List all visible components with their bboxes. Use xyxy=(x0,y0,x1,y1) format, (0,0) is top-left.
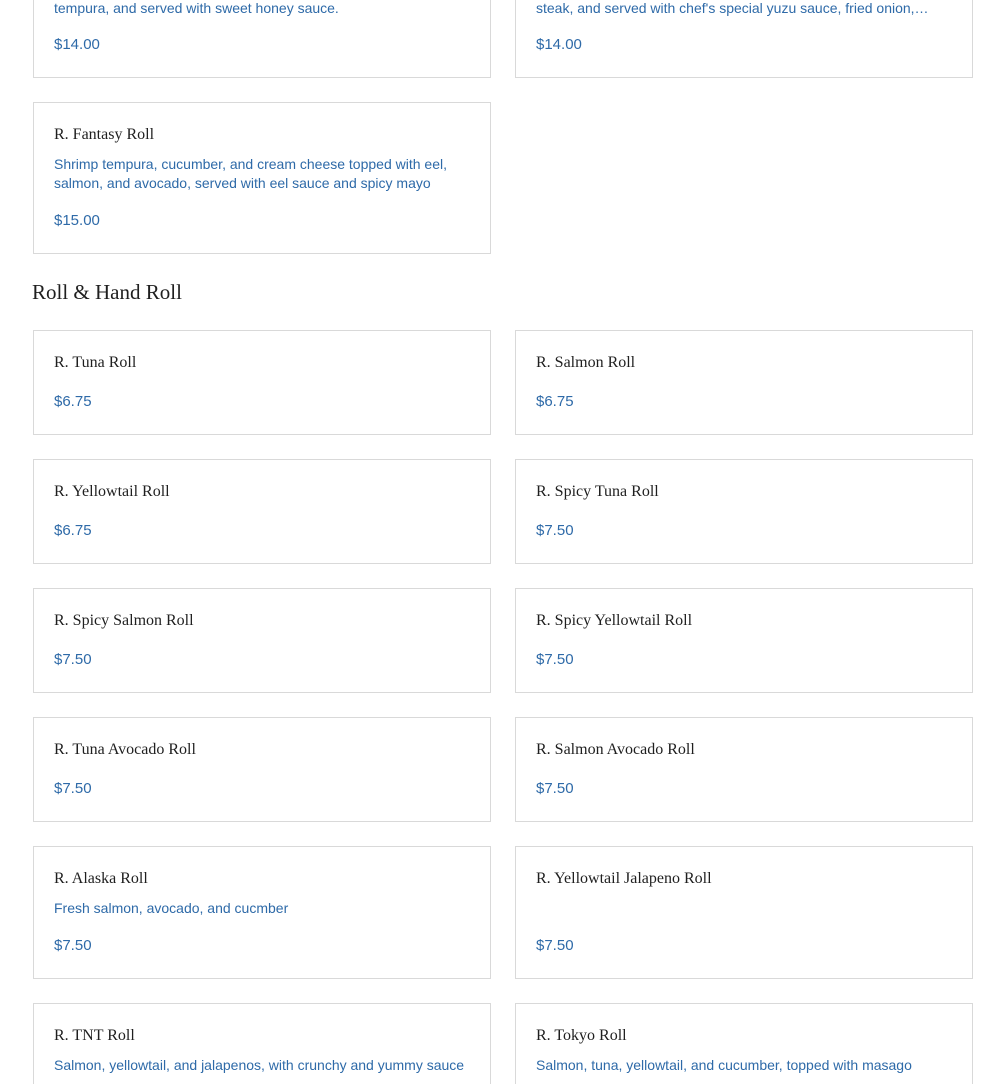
item-price: $7.50 xyxy=(536,937,574,954)
item-price: $7.50 xyxy=(54,937,92,954)
item-name: R. TNT Roll xyxy=(54,1027,135,1044)
menu-item-card[interactable] xyxy=(33,102,491,254)
menu-item-card[interactable] xyxy=(515,717,973,822)
menu-item-card[interactable] xyxy=(33,330,491,435)
item-description: steak, and served with chef's special yuzu sauce, fried onion,… xyxy=(536,0,929,16)
item-name: R. Fantasy Roll xyxy=(54,126,155,143)
item-price: $7.50 xyxy=(536,522,574,539)
item-name: R. Salmon Avocado Roll xyxy=(536,741,695,758)
item-price: $7.50 xyxy=(536,780,574,797)
item-price: $14.00 xyxy=(536,36,582,53)
item-name: R. Spicy Yellowtail Roll xyxy=(536,612,693,629)
item-name: R. Tuna Roll xyxy=(54,354,137,371)
menu-item-card[interactable] xyxy=(515,1003,973,1084)
item-price: $7.50 xyxy=(54,651,92,668)
item-description: tempura, and served with sweet honey sauce. xyxy=(54,0,339,16)
item-price: $7.50 xyxy=(536,651,574,668)
item-name: R. Spicy Tuna Roll xyxy=(536,483,659,500)
item-description: Fresh salmon, avocado, and cucmber xyxy=(54,900,289,916)
item-name: R. Tokyo Roll xyxy=(536,1027,627,1044)
menu-item-card[interactable] xyxy=(33,717,491,822)
item-price: $6.75 xyxy=(54,393,92,410)
item-description: Shrimp tempura, cucumber, and cream cheese topped with eel, salmon, and avocado, served with eel sauce and spicy mayo xyxy=(54,156,447,191)
menu-item-card[interactable] xyxy=(33,459,491,564)
item-price: $6.75 xyxy=(54,522,92,539)
item-name: R. Alaska Roll xyxy=(54,870,148,887)
menu-item-card[interactable] xyxy=(33,588,491,693)
item-name: R. Spicy Salmon Roll xyxy=(54,612,194,629)
menu-item-card[interactable] xyxy=(515,588,973,693)
menu-item-card[interactable] xyxy=(515,846,973,979)
item-name: R. Salmon Roll xyxy=(536,354,636,371)
menu-item-card[interactable] xyxy=(515,459,973,564)
menu-item-card[interactable] xyxy=(33,846,491,979)
item-name: R. Tuna Avocado Roll xyxy=(54,741,196,758)
section-title: Roll & Hand Roll xyxy=(32,280,182,304)
menu-item-card[interactable] xyxy=(33,1003,491,1084)
item-price: $7.50 xyxy=(54,780,92,797)
item-price: $14.00 xyxy=(54,36,100,53)
menu-item-card[interactable] xyxy=(33,0,491,78)
item-price: $6.75 xyxy=(536,393,574,410)
item-price: $15.00 xyxy=(54,212,100,229)
item-name: R. Yellowtail Jalapeno Roll xyxy=(536,870,712,887)
item-description: Salmon, tuna, yellowtail, and cucumber, topped with masago xyxy=(536,1057,912,1073)
menu-item-card[interactable] xyxy=(515,0,973,78)
menu-item-card[interactable] xyxy=(515,330,973,435)
item-description: Salmon, yellowtail, and jalapenos, with crunchy and yummy sauce xyxy=(54,1057,465,1073)
item-name: R. Yellowtail Roll xyxy=(54,483,170,500)
